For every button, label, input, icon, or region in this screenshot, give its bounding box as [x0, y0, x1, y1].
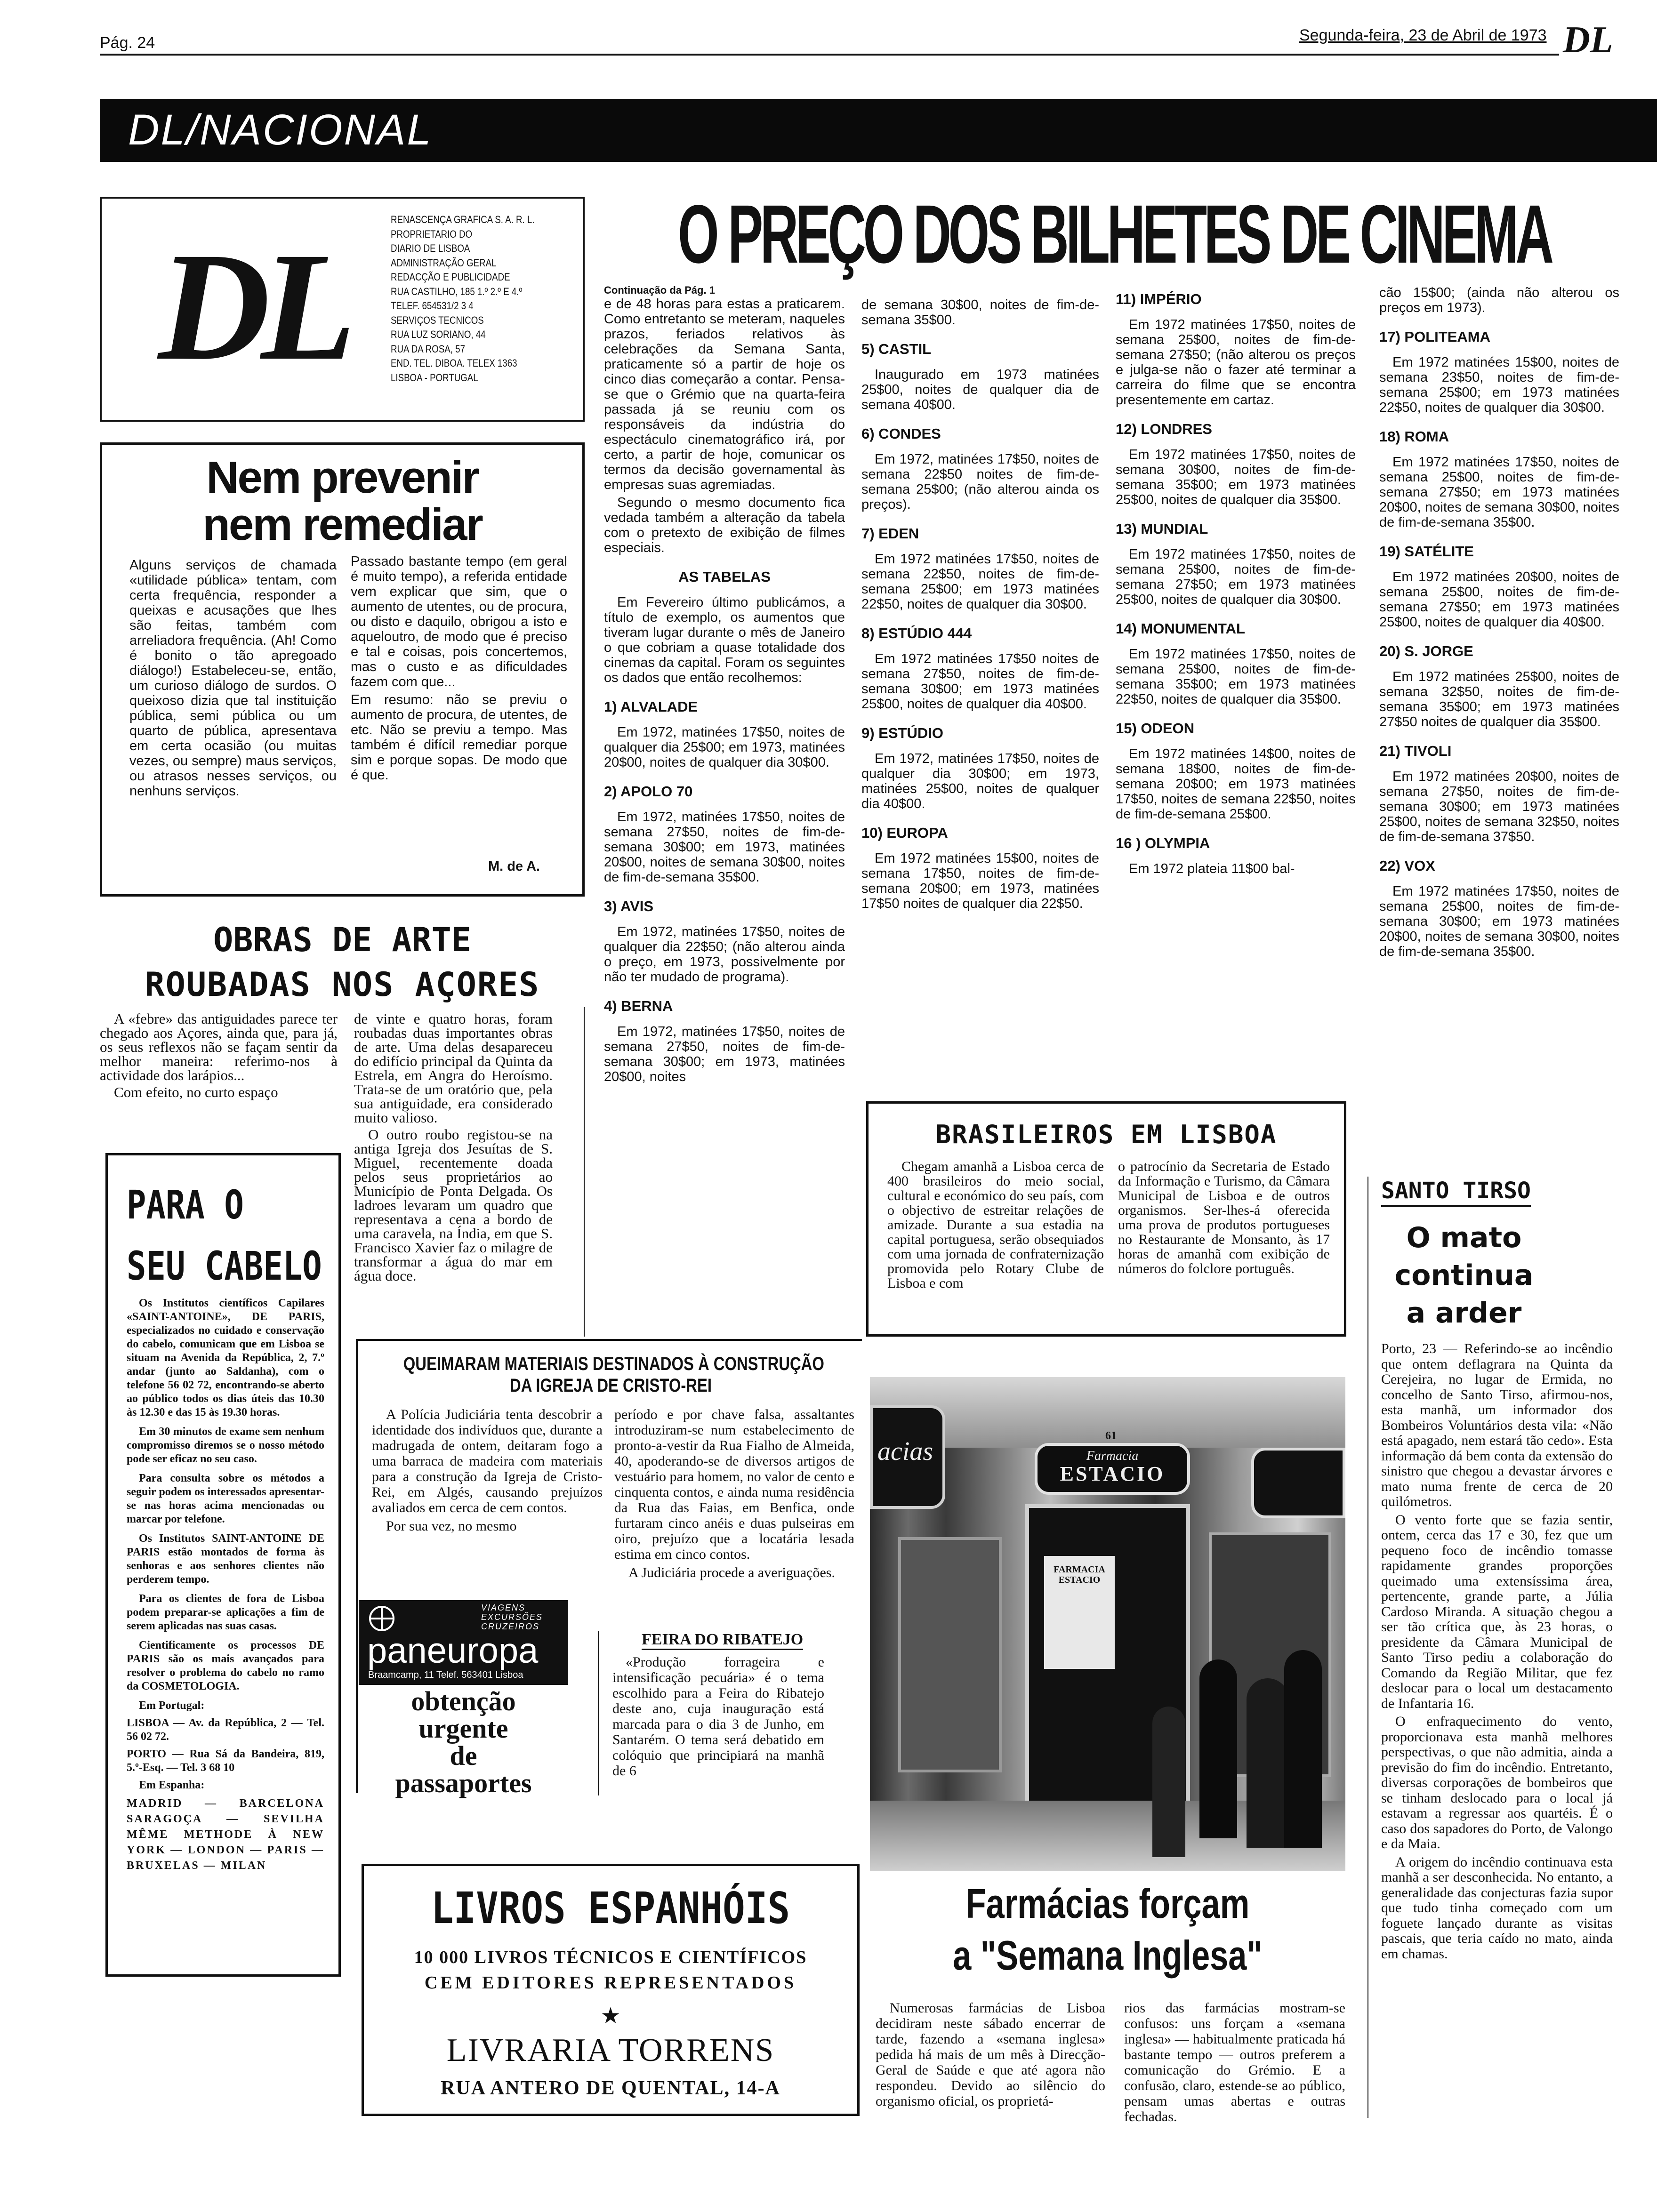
photo-door-number: 61: [1105, 1430, 1117, 1442]
star-icon: ★: [600, 2004, 621, 2028]
cinema-col1: Continuação da Pág. 1 e de 48 horas para estas a praticarem. Como entretanto se meteram, naqueles prazos, feriados relativos às celebrações da Semana Santa, praticamente só a partir de hoje os cinco dias começarão a contar. Pensa-se que o Grémio que na quarta-feira passada já se reuniu com os responsáveis da indústria do espectáculo cinematográfico irá, por certo, a partir de hoje, comunicar os termos da decisão governamental às empresas suas agremiadas. Segundo o mesmo documento fica vedada também a alteração da tabela com o pretexto de exibição de filmes especiais. AS TABELAS Em Fevereiro último publicámos, a título de exemplo, os aumentos que tiveram lugar durante o mês de Janeiro o que cobriam a quase totalidade dos cinemas da capital. Foram os seguintes os dados que então recolhemos: 1) ALVALADE Em 1972, matinées 17$50, noites de qualquer dia 25$00; em 1973, matinées 20$00, noites de qualquer dia 30$00. 2) APOLO 70 Em 1972, matinées 17$50, noites de semana 27$50, noites de fim-de-semana 30$00; em 1973, matinées 20$00, noites de semana 30$00, noites de fim-de-semana 35$00. 3) AVIS Em 1972, matinées 17$50, noites de qualquer dia 22$50; (não alterou ainda o preço, em 1973, possivelmente por não ter mudado de programa). 4) BERNA Em 1972, matinées 17$50, noites de semana 27$50, noites de fim-de-semana 30$00; em 1973, matinées 20$00, noites: [604, 284, 845, 1084]
cinema-col2: de semana 30$00, noites de fim-de-semana 35$00. 5) CASTIL Inaugurado em 1973 matinées 25$00, noites de qualquer dia de semana 40$00. 6) CONDES Em 1972, matinées 17$50, noites de semana 22$50 noites de fim-de-semana 25$00; (não alterou ainda os preços). 7) EDEN Em 1972 matinées 17$50, noites de semana 22$50, noites de fim-de-semana 25$00; em 1973 matinées 22$50, noites de qualquer dia 30$00. 8) ESTÚDIO 444 Em 1972 matinées 17$50 noites de semana 27$50, noites de fim-de-semana 30$00; em 1973 matinées 25$00, noites de qualquer dia 40$00. 9) ESTÚDIO Em 1972, matinées 17$50, noites de qualquer dia 30$00; em 1973, matinées 25$00, noites de qualquer dia 40$00. 10) EUROPA Em 1972 matinées 15$00, noites de semana 17$50, noites de fim-de-semana 20$00; em 1973, matinées 17$50 noites de qualquer dia 22$50.: [861, 297, 1099, 911]
ribatejo-title: FEIRA DO RIBATEJO: [642, 1631, 803, 1650]
obras-col2: de vinte e quatro horas, foram roubadas duas importantes obras de arte. Uma delas desapareceu do edifício principal da Quinta da Estrela, em Angra do Heroísmo. Trata-se de um oratório que, pela sua antiguidade, era considerado muito valioso. O outro roubo registou-se na antiga Igreja dos Jesuítas de S. Miguel, recentemente doada pelos seus proprietários ao Município de Ponta Delgada. Os ladroes levaram um quadro que representava a cena a bordo de uma caravela, na Índia, em que S. Francisco Xavier faz o milagre de transformar a água do mar em água doce.: [354, 1010, 553, 1284]
paneuropa-banner: [359, 1600, 568, 1685]
cabelo-body: Os Institutos científicos Capilares «SAINT-ANTOINE», DE PARIS, especializados no cuidado e conservação do cabelo, comunicam que em Lisboa se situam na Avenida da República, 2, 7.º andar (junto ao Saldanha), com o telefone 56 02 72, encontrando-se aberto ao público todos os dias úteis das 10.30 às 12.30 e das 15 às 19.30 horas. Em 30 minutos de exame sem nenhum compromisso diremos se o nosso método pode ser eficaz no seu caso. Para consulta sobre os métodos a seguir podem os interessados apresentar-se nas horas acima mencionadas ou marcar por telefone. Os Institutos SAINT-ANTOINE DE PARIS estão montados de forma às senhoras e aos senhores clientes não perderem tempo. Para os clientes de fora de Lisboa podem preparar-se aplicações a fim de serem aplicadas nas suas casas. Cientificamente os processos DE PARIS são os mais avançados para resolver o problema do cabelo no ramo da COSMETOLOGIA. Em Portugal: LISBOA — Av. da República, 2 — Tel. 56 02 72. PORTO — Rua Sá da Bandeira, 819, 5.º-Esq. — Tel. 3 68 10 Em Espanha: MADRID — BARCELONA SARAGOÇA — SEVILHA MÊME METHODE À NEW YORK — LONDON — PARIS — BRUXELAS — MILAN: [127, 1297, 324, 1872]
paneuropa-brand: paneuropa: [367, 1631, 539, 1671]
column-rule: [1367, 1177, 1368, 2118]
masthead-box: [100, 197, 585, 422]
obras-title: OBRAS DE ARTE ROUBADAS NOS AÇORES: [145, 921, 540, 1004]
header-logo: DL: [1563, 19, 1613, 61]
column-rule: [584, 1007, 585, 1337]
queimaram-title: QUEIMARAM MATERIAIS DESTINADOS À CONSTRUÇÃO DA IGREJA DE CRISTO-REI: [403, 1354, 824, 1396]
livros-title: LIVROS ESPANHÓIS: [431, 1883, 790, 1933]
livros-line2: CEM EDITORES REPRESENTADOS: [424, 1973, 797, 1993]
farmacia-photo: [870, 1377, 1345, 1871]
header-rule: [100, 54, 1559, 56]
brasileiros-col1: Chegam amanhã a Lisboa cerca de 400 brasileiros do meio social, cultural e económico do seu país, com o objectivo de estreitar relações de amizade. Durante a sua estadia na capital portuguesa, serão obsequiados com uma jornada de confraternização promovida pelo Rotary Clube de Lisboa e com: [887, 1159, 1104, 1291]
cinema-col4: cão 15$00; (ainda não alterou os preços em 1973). 17) POLITEAMA Em 1972 matinées 15$00, noites de semana 23$50, noites de fim-de-semana 25$00; em 1973 matinées 22$50, noites de qualquer dia 30$00. 18) ROMA Em 1972 matinées 17$50, noites de semana 25$00, noites de fim-de-semana 27$50; em 1973 matinées 20$00, noites de semana 30$00, noites de fim-de-semana 35$00. 19) SATÉLITE Em 1972 matinées 20$00, noites de semana 25$00, noites de fim-de-semana 27$50; em 1973 matinées 25$00, noites de qualquer dia 40$00. 20) S. JORGE Em 1972 matinées 25$00, noites de semana 32$50, noites de fim-de-semana 35$00; em 1973 matinées 27$50 noites de qualquer dia 35$00. 21) TIVOLI Em 1972 matinées 20$00, noites de semana 27$50, noites de fim-de-semana 30$00; em 1973 matinées 25$00, noites de semana 32$50, noites de fim-de-semana 37$50. 22) VOX Em 1972 matinées 17$50, noites de semana 25$00, noites de fim-de-semana 30$00; em 1973 matinées 20$00, noites de semana 30$00, noites de fim-de-semana 35$00.: [1379, 285, 1619, 959]
page-date: Segunda-feira, 23 de Abril de 1973: [1299, 26, 1547, 44]
santo-tirso-body: Porto, 23 — Referindo-se ao incêndio que ontem deflagrara na Quinta da Cerejeira, no lugar de Ermida, no concelho de Santo Tirso, afirmou-nos, esta manhã, um informador dos Bombeiros Voluntários desta vila: «Não está apagado, nem estará tão cedo». Esta informação dá bem conta da extensão do sinistro que chegou a devastar árvores e mato numa frente de cerca de 20 quilómetros. O vento forte que se fazia sentir, ontem, cerca das 17 e 30, fez que um pequeno foco de incêndio tomasse rapidamente grandes proporções queimado uma extensíssima área, pertencente, grande parte, a Júlia Cardoso Miranda. A situação chegou a ser tão crítica que, às 23 horas, o presidente da Câmara Municipal de Santo Tirso pediu a colaboração do Comando da Região Militar, que fez deslocar para o local um destacamento de Infantaria 16. O enfraquecimento do vento, proporcionava esta manhã melhores perspectivas, o que não admitia, ainda a previsão do fim do incêndio. Entretanto, diversas corporações de bombeiros que se tinham deslocado para o local já estavam a regressar aos quartéis. É o caso dos sapadores do Porto, de Valongo e da Maia. A origem do incêndio continuava esta manhã a ser desconhecida. No entanto, a generalidade das conjecturas fazia supor que tudo tinha começado com um foguete lançado durante as visitas pascais, que teria caído no mato, ainda em chamas.: [1381, 1341, 1613, 1962]
brasileiros-box: [866, 1101, 1346, 1337]
cinema-col3: 11) IMPÉRIO Em 1972 matinées 17$50, noites de semana 25$00, noites de fim-de-semana 27$50; (não alterou os preços e julga-se não o fazer até terminar a carreira do filme que se encontra presentemente em cartaz. 12) LONDRES Em 1972 matinées 17$50, noites de semana 30$00, noites de fim-de-semana 35$00; em 1973 matinées 25$00, noites de qualquer dia 35$00. 13) MUNDIAL Em 1972 matinées 17$50, noites de semana 25$00, noites de fim-de-semana 27$50; em 1973 matinées 25$00, noites de qualquer dia 30$00. 14) MONUMENTAL Em 1972 matinées 17$50, noites de semana 25$00, noites de fim-de-semana 35$00; em 1973 matinées 22$50, noites de qualquer dia 35$00. 15) ODEON Em 1972 matinées 14$00, noites de semana 18$00, noites de fim-de-semana 20$00; em 1973 matinées 17$50, noites de semana 22$50, noites de fim-de-semana 25$00. 16 ) OLYMPIA Em 1972 plateia 11$00 bal-: [1116, 291, 1356, 876]
nem-prevenir-col1: Alguns serviços de chamada «utilidade pública» tentam, com certa frequência, responder a queixas e acusações que lhes são feitas, também com arreliadora frequência. (Ah! Como é bonito o tão apregoado diálogo!) Estabeleceu-se, então, um curioso diálogo de surdos. O queixoso dizia que tal instituição pública, semi pública ou um quarto de pública, apresentava em certa ocasião (ou muitas vezes, ou sempre) maus serviços, ou atrasos nesses serviços, ou nenhuns serviços.: [129, 558, 337, 799]
farmacias-title: Farmácias forçam a "Semana Inglesa": [953, 1880, 1263, 1979]
paneuropa-ad: [359, 1600, 568, 1798]
nem-prevenir-col2: Passado bastante tempo (em geral é muito tempo), a referida entidade vem explicar que sim, que o aumento de utentes, ou de procura, ou disto e daquilo, obrigou a isto e aqueloutro, de modo que é preciso e tal e coisas, pois concertemos, mas o custo e as dificuldades fazem com que... Em resumo: não se previu o aumento de procura, de utentes, de etc. Não se previu a tempo. Mas também é difícil remediar porque sim e porque sopas. De modo que é que.: [351, 554, 567, 783]
paneuropa-slogan: obtenção urgente de passaportes: [395, 1686, 532, 1798]
obras-col1: A «febre» das antiguidades parece ter chegado aos Açores, ainda que, para já, os seus reflexos não se façam sentir da melhor maneira: referimo-nos à actividade dos larápios... Com efeito, no curto espaço: [100, 1010, 338, 1100]
page-number: Pág. 24: [100, 34, 155, 52]
cinema-title: O PREÇO DOS BILHETES DE CINEMA: [678, 188, 1551, 281]
nem-prevenir-title: Nem prevenir nem remediar: [202, 452, 482, 550]
livros-ad: [362, 1864, 860, 2116]
livros-line1: 10 000 LIVROS TÉCNICOS E CIENTÍFICOS: [414, 1948, 807, 1967]
nem-prevenir-box: [100, 442, 585, 897]
paneuropa-emblem-icon: [369, 1606, 394, 1631]
livros-shop: LIVRARIA TORRENS: [446, 2032, 775, 2068]
ribatejo-box: [598, 1631, 861, 1795]
brasileiros-title: BRASILEIROS EM LISBOA: [935, 1120, 1277, 1149]
farmacias-col2: rios das farmácias mostram-se confusos: uns forçam a «semana inglesa» — habitualmente praticada há bastante tempo — outros preferem a comunicação do Grémio. E a confusão, claro, estende-se ao público, pensam umas abertas e outras fechadas.: [1124, 2000, 1345, 2124]
farmacias-col1: Numerosas farmácias de Lisboa decidiram neste sábado encerrar de tarde, fazendo a «semana inglesa» pedida há mais de um mês à Direcção-Geral de Saúde e que até agora não respondeu. Devido ao silêncio do organismo oficial, os proprietá-: [876, 2000, 1105, 2109]
photo-sign-main-1: Farmacia: [1086, 1449, 1139, 1463]
brasileiros-col2: o patrocínio da Secretaria de Estado da Informação e Turismo, da Câmara Municipal de Lisboa e de outros organismos. Ser-lhes-á oferecida uma prova de produtos portugueses no Restaurante de Monsanto, às 17 horas de amanhã com exibição de números do folclore português.: [1118, 1159, 1330, 1276]
cabelo-ad: [105, 1153, 341, 1977]
santo-tirso-title: O mato continua a arder: [1394, 1221, 1534, 1330]
masthead-logo: DL: [158, 221, 346, 393]
paneuropa-address: Braamcamp, 11 Telef. 563401 Lisboa: [368, 1670, 523, 1680]
masthead-info: RENASCENÇA GRAFICA S. A. R. L. PROPRIETARIO DO DIARIO DE LISBOA ADMINISTRAÇÃO GERAL REDACÇÃO E PUBLICIDADE RUA CASTILHO, 185 1.º 2.º E 4.º TELEF. 654531/2 3 4 SERVIÇOS TECNICOS RUA LUZ SORIANO, 44 RUA DA ROSA, 57 END. TEL. DIBOA. TELEX 1363 LISBOA - PORTUGAL: [391, 214, 535, 384]
nem-prevenir-signature: M. de A.: [488, 859, 540, 874]
photo-sign-main-2: ESTACIO: [1060, 1462, 1165, 1485]
queimaram-col1: A Polícia Judiciária tenta descobrir a identidade dos indivíduos que, durante a madrugada de ontem, deitaram fogo a uma barraca de madeira com materiais para a construção da Igreja de Cristo-Rei, em Algés, causando prejuízos avaliados em cerca de cem contos. Por sua vez, no mesmo: [372, 1407, 603, 1534]
section-bar: [100, 99, 1657, 162]
photo-door-sign: FARMACIA ESTACIO: [1054, 1564, 1105, 1585]
ribatejo-text: «Produção forrageira e intensificação pecuária» é o tema escolhido para a Feira do Ribatejo deste ano, cuja inauguração está marcada para o dia 3 de Junho, em Santarém. O tema será debatido em colóquio que principiará na manhã de 6: [612, 1654, 824, 1779]
cabelo-title: PARA O SEU CABELO: [127, 1182, 322, 1289]
photo-sign-left: acias: [877, 1437, 933, 1466]
santo-tirso-kicker: SANTO TIRSO: [1381, 1177, 1531, 1207]
paneuropa-services: VIAGENS EXCURSÕES CRUZEIROS: [481, 1603, 543, 1631]
queimaram-col2: período e por chave falsa, assaltantes introduziram-se num estabelecimento de pronto-a-vestir da Rua Fialho de Almeida, 40, apoderando-se de diversos artigos de vestuário para homem, no valor de cento e cinquenta contos, e ainda numa residência da Rua das Faias, em Benfica, onde furtaram cinco anéis e duas pulseiras em oiro, prejuízo que a locatária lesada estima em cinco contos. A Judiciária procede a averiguações.: [614, 1407, 854, 1580]
livros-address: RUA ANTERO DE QUENTAL, 14-A: [441, 2077, 780, 2099]
section-bar-title: DL/NACIONAL: [128, 106, 433, 154]
